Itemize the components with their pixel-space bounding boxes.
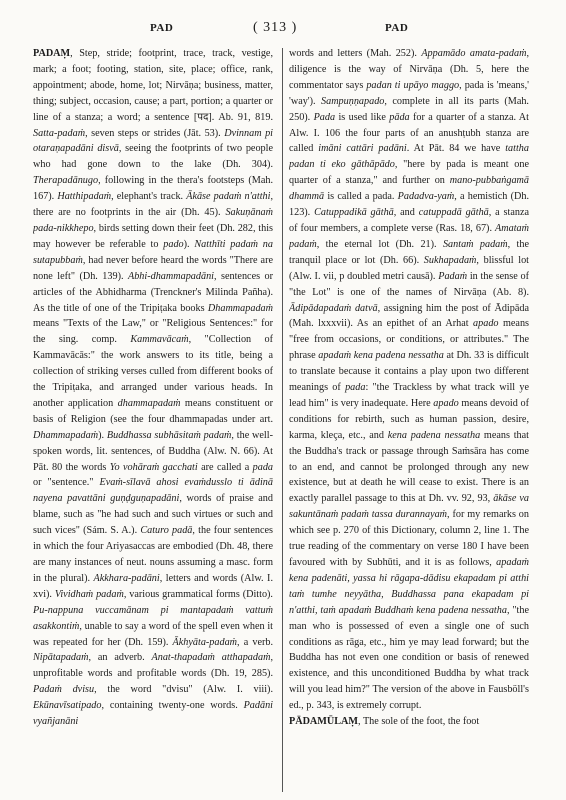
right-column	[289, 46, 529, 794]
pali-citation: Yo vohāraṁ gacchati	[109, 461, 198, 473]
definition-text: or "sentence."	[33, 477, 100, 489]
definition-text: , unprofitable words and profitable words (Dh. 19, 285).	[33, 652, 273, 680]
pali-citation: Hatthipadaṁ	[57, 191, 112, 203]
pali-citation: pada	[252, 461, 273, 473]
pali-citation: Sakuṇānaṁ pada-nikkhepo	[33, 207, 273, 234]
definition-text: in the sense of "the Lot" is one of the names of Nirvāṇa (Ab. 8).	[289, 270, 529, 298]
pali-citation: Caturo padā	[140, 525, 193, 537]
definition-text: , the four sentences in which the four Ariyasaccas are embodied (Dh. 48, there are many instances of neut. nouns assuming a masc. form in the plural).	[33, 525, 273, 584]
pali-citation: apado	[473, 318, 499, 330]
pali-citation: Santaṁ padaṁ	[442, 238, 508, 250]
pali-citation: Kammavācaṁ	[130, 334, 189, 346]
pali-citation: tattha padan ti eko gāthāpādo	[289, 143, 529, 171]
column-divider	[282, 48, 283, 792]
entry-paragraph	[289, 714, 529, 730]
pali-citation: padan ti upāyo maggo	[366, 79, 460, 91]
pali-citation: Therapadānugo	[33, 175, 99, 187]
entry-paragraph	[289, 46, 529, 714]
headword: PADAṂ	[33, 48, 71, 59]
running-header	[0, 22, 566, 42]
definition-text: means "free from occasions, or conditions, or attributes." The phrase	[289, 318, 529, 362]
definition-text: means "Texts of the Law," or "Religious Sentences:" for the sing. comp.	[33, 318, 273, 346]
pali-citation: Akkhara-padāni	[93, 572, 160, 584]
definition-text: , complete in all its parts (Mah. 250).	[289, 95, 529, 123]
pali-citation: Pada	[313, 111, 336, 123]
pali-citation: Ekūnavīsatipado	[33, 700, 102, 712]
definition-text: , the eternal lot (Dh. 21).	[316, 238, 443, 250]
definition-text: means that the Buddha's track or passage through Saṁsāra has come to an end, and cannot be prolonged through any new existence, but at death he will cease to exist. There is an exactly parallel passage to this at Dh. vv. 92, 93,	[289, 429, 529, 505]
definition-text: , and	[393, 207, 419, 219]
definition-text: are called a	[197, 461, 253, 473]
pali-citation: Pu-nappuna vuccamānam pi mantapadaṁ vattuṁ asakkontiṁ	[33, 604, 273, 632]
definition-text: , "Collection of Kammavācās:" the work answers to its title, being a collection of striking verses culled from different books of the Tripiṭaka, and arranged under various heads. In another application	[33, 334, 273, 409]
pali-citation: Vividhaṁ padaṁ	[54, 588, 124, 600]
definition-text: , containing twenty-one words.	[101, 700, 244, 712]
pali-citation: Appamādo amata-padaṁ	[421, 48, 527, 59]
definition-text: , birds setting down their feet (Dh. 282, this may however be referable to	[33, 222, 273, 250]
definition-text: ).	[183, 238, 195, 250]
pali-citation: Padaṁ	[438, 270, 468, 282]
left-column	[33, 46, 273, 794]
pali-citation: apado	[433, 397, 459, 409]
header-left-word: PAD	[150, 22, 174, 34]
definition-text: , the word "dvisu" (Alw. I. viii).	[94, 684, 273, 696]
definition-text: , "the man who is possessed of even a single one of such conditions as rāga, etc., him ye may lead forward; but the Buddha has not even one condition or basis of renewed existence, and this unconditioned Buddha by what track will you lead him?" The version of the above in Fausböll's ed., p. 343, is extremely corrupt.	[289, 604, 529, 712]
pali-citation: apadaṁ kena padenāti, yassa hi rāgapa-dādisu ekapadam pi atthi taṁ tumhe neyyātha, Buddhassa pana ekapadam pi n'atthi, taṁ apadaṁ Buddhaṁ kena padena nessatha	[289, 557, 529, 616]
definition-text: , diligence is the way of Nirvāṇa (Dh. 5, here the commentator says	[289, 48, 529, 91]
definition-text: , various grammatical forms (Ditto).	[123, 588, 273, 600]
pali-citation: Padāni vyañjanāni	[33, 700, 273, 728]
definition-text: : "the Trackless by what track will ye lead him" is very inadequate. Here	[289, 382, 529, 409]
definition-text: , assigning him the post of Ādipāda (Mah. lxxxvii). As an epithet of an Arhat	[289, 302, 529, 330]
definition-text: for a quarter of a stanza. At Alw. I. 106 the four parts of an anushṭubh stanza are called	[289, 111, 529, 155]
definition-text: , words of praise and blame, such as "he had such and such virtues or such and such vices" (Sám. S. A.).	[33, 493, 273, 537]
pali-citation: pāda	[389, 111, 410, 123]
definition-text: , a stanza of four members, a complete verse (Ras. 18, 67).	[289, 207, 529, 234]
definition-text: , letters and words (Alw. I. xvi).	[33, 572, 273, 600]
definition-text: , unable to say a word of the spell even when it was repeated for her (Dh. 159).	[33, 620, 273, 648]
definition-text: , seven steps or strides (Jāt. 53).	[85, 127, 225, 139]
definition-text: , a hemistich (Dh. 123).	[289, 191, 529, 219]
definition-text: means constituent or basis of Religion (see the four dhammapadas under art.	[33, 397, 273, 425]
pali-citation: pada	[345, 382, 366, 394]
pali-citation: Evaṁ-sīlavā ahosi evaṁdusslo ti ādinā nayena pavattāni guṇḍguṇapadāni	[33, 477, 273, 505]
header-right-word: PAD	[385, 22, 409, 34]
pali-citation: Dhammapadaṁ	[207, 302, 273, 314]
definition-text: , pada is 'means,' 'way').	[289, 79, 529, 107]
pali-citation: pado	[163, 238, 184, 250]
pali-citation: Ākāse padaṁ n'atthi	[186, 191, 271, 203]
pali-citation: ākāse va sakuntānaṁ padaṁ tassa durannayaṁ	[289, 493, 529, 521]
pali-citation: mano-pubbaṅgamā dhammā	[289, 175, 529, 203]
definition-text: is used like	[335, 111, 390, 123]
pali-citation: Nipātapadaṁ	[33, 652, 89, 664]
definition-text: ).	[98, 429, 107, 441]
definition-text: , the well-spoken words, lit. sentences, of Buddha (Alw. N. 66). At Pāt. 80 the words	[33, 429, 273, 473]
pali-citation: Ādipādapadaṁ datvā	[289, 302, 378, 314]
entry-paragraph	[33, 46, 273, 730]
pali-citation: Catuppadikā gāthā	[314, 207, 394, 219]
pali-citation: imāni cattāri padāni	[318, 143, 407, 155]
definition-text: , had never before heard the words "There are none left" (Dh. 139).	[33, 254, 273, 282]
definition-text: is called a pada.	[324, 191, 398, 203]
definition-text: , Step, stride; footprint, trace, track, vestige, mark; a foot; footing, station, site, place; office, rank, appointment; abode, home, lot; Nirvāṇa; business, matter, thing; subject, occasion, cause; a part, portion; a quarter or line of a stanza; a word; a sentence [पद]. Ab. 91, 819.	[33, 48, 273, 123]
definition-text: , sentences or articles of the Abhidharma (Trenckner's Milinda Pañha). As the title of one of the Tripiṭaka books	[33, 270, 273, 314]
definition-text: , for my remarks on which see p. 270 of this Dictionary, column 2, line 1. The true reading of the commentary on verse 180 I have been favoured with by Subhūti, and it is as follows,	[289, 509, 529, 568]
definition-text: , the tranquil place or lot (Dh. 66).	[289, 238, 529, 266]
definition-text: , elephant's track.	[111, 191, 187, 203]
pali-citation: Abhi-dhammapadāni	[127, 270, 215, 282]
definition-text: , The sole of the foot, the foot	[358, 716, 480, 728]
pali-citation: apadaṁ kena padena nessatha	[318, 350, 444, 362]
definition-text: , blissful lot (Alw. I. vii, p doubled metri causā).	[289, 254, 529, 282]
pali-citation: Padaṁ dvisu	[33, 684, 95, 696]
pali-citation: Satta-padaṁ	[33, 127, 86, 139]
definition-text: , a verb.	[237, 636, 273, 648]
definition-text: , following in the thera's footsteps (Mah. 167).	[33, 175, 273, 203]
definition-text: , seeing the footprints of two people who had gone down to the lake (Dh. 304).	[33, 143, 273, 171]
pali-citation: Buddhassa subhāsitaṁ padaṁ	[106, 429, 232, 441]
definition-text: , an adverb.	[88, 652, 152, 664]
pali-citation: Ākhyāta-padaṁ	[172, 636, 238, 648]
definition-text: , "here by pada is meant one quarter of a stanza," and further on	[289, 159, 529, 187]
pali-citation: catuppadā gāthā	[418, 207, 489, 219]
definition-text: , there are no footprints in the air (Dh. 45).	[33, 191, 273, 219]
headword: PĀDAMŪLAṂ	[289, 716, 359, 728]
page-number: ( 313 )	[253, 20, 298, 35]
pali-citation: kena padena nessatha	[387, 429, 481, 441]
pali-citation: Amataṁ padaṁ	[289, 222, 529, 250]
pali-citation: Dvinnam pi otaraṇapadāni disvā	[33, 127, 273, 155]
definition-text: words and letters (Mah. 252).	[289, 48, 422, 59]
pali-citation: Natthīti padaṁ na sutapubbaṁ	[33, 238, 273, 266]
pali-citation: Sampuṇṇapado	[321, 95, 385, 107]
pali-citation: Sukhapadaṁ	[423, 254, 477, 266]
definition-text: . At Pāt. 84 we have	[406, 143, 506, 155]
definition-text: at Dh. 33 is difficult to translate because it contains a play upon two different meanings of	[289, 350, 529, 394]
pali-citation: Anat-thapadaṁ atthapadaṁ	[151, 652, 271, 664]
definition-text: means devoid of conditions for rebirth, such as human passion, desire, karma, kleça, etc., and	[289, 397, 529, 441]
pali-citation: Dhammapadaṁ	[33, 429, 99, 441]
pali-citation: Padadva-yaṁ	[397, 191, 455, 203]
pali-citation: dhammapadaṁ	[117, 397, 181, 409]
